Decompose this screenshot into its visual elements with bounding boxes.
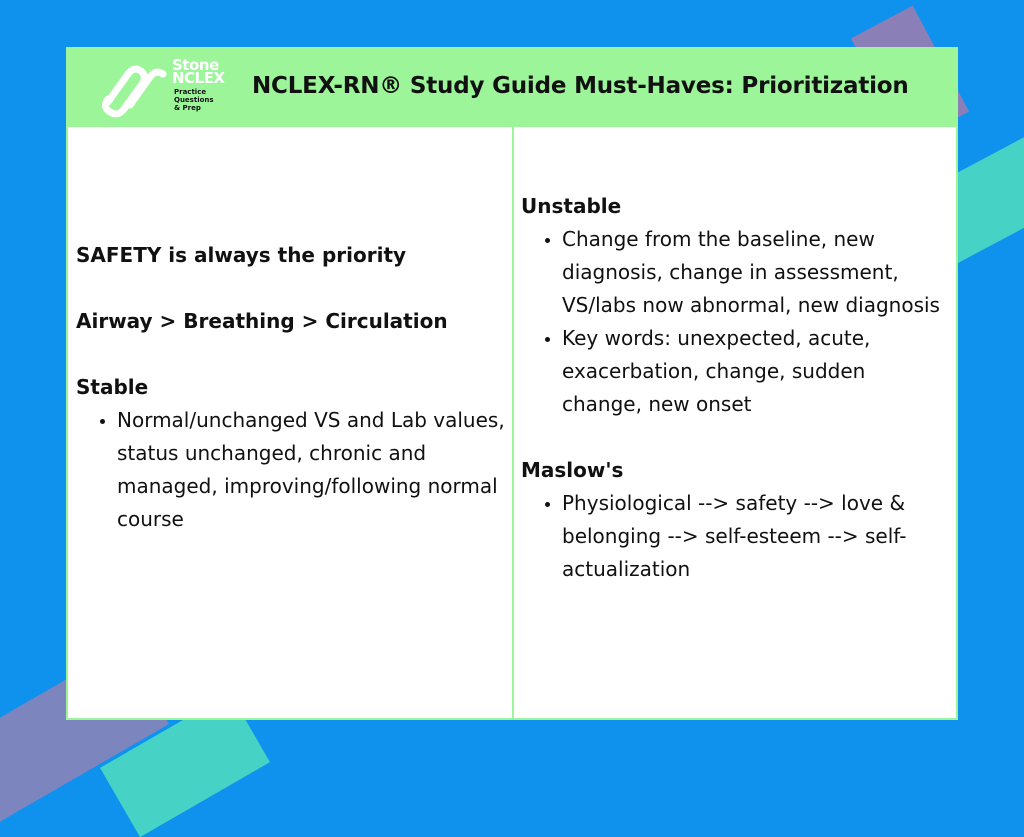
spacer: [76, 338, 506, 371]
maslow-list: [521, 487, 941, 586]
spacer: [521, 421, 941, 454]
logo-tagline-line: Practice: [174, 88, 207, 96]
unstable-list-item: • Change from the baseline, new diagnosis, change in assessment, VS/labs now abnormal, new diagnosis: [562, 223, 941, 322]
study-guide-card: [66, 47, 958, 720]
stable-list-item: • Normal/unchanged VS and Lab values, status unchanged, chronic and managed, improving/following normal course: [117, 404, 506, 536]
logo-brand-text: Stone NCLEX: [172, 56, 225, 87]
logo-tagline-line: & Prep: [174, 104, 201, 112]
card-header: [68, 49, 956, 127]
logo-tagline: [174, 88, 244, 112]
spacer: [76, 272, 506, 305]
paperclip-logo-icon: [94, 57, 170, 119]
column-divider: [512, 127, 514, 720]
stone-nclex-logo: [94, 57, 244, 119]
unstable-heading: Unstable: [521, 194, 622, 218]
unstable-list-item: • Key words: unexpected, acute, exacerbation, change, sudden change, new onset: [562, 322, 941, 421]
maslow-list-item: • Physiological --> safety --> love & belonging --> self-esteem --> self-actualization: [562, 487, 941, 586]
page-title: NCLEX-RN® Study Guide Must-Haves: Prioritization: [252, 73, 909, 99]
abc-priority-text: Airway > Breathing > Circulation: [76, 309, 448, 333]
right-column: [521, 190, 941, 586]
unstable-list: [521, 223, 941, 421]
stable-list: [76, 404, 506, 536]
maslow-heading: Maslow's: [521, 458, 624, 482]
left-column: [76, 239, 506, 536]
logo-tagline-line: Questions: [174, 96, 214, 104]
stable-heading: Stable: [76, 375, 149, 399]
safety-priority-text: SAFETY is always the priority: [76, 243, 407, 267]
